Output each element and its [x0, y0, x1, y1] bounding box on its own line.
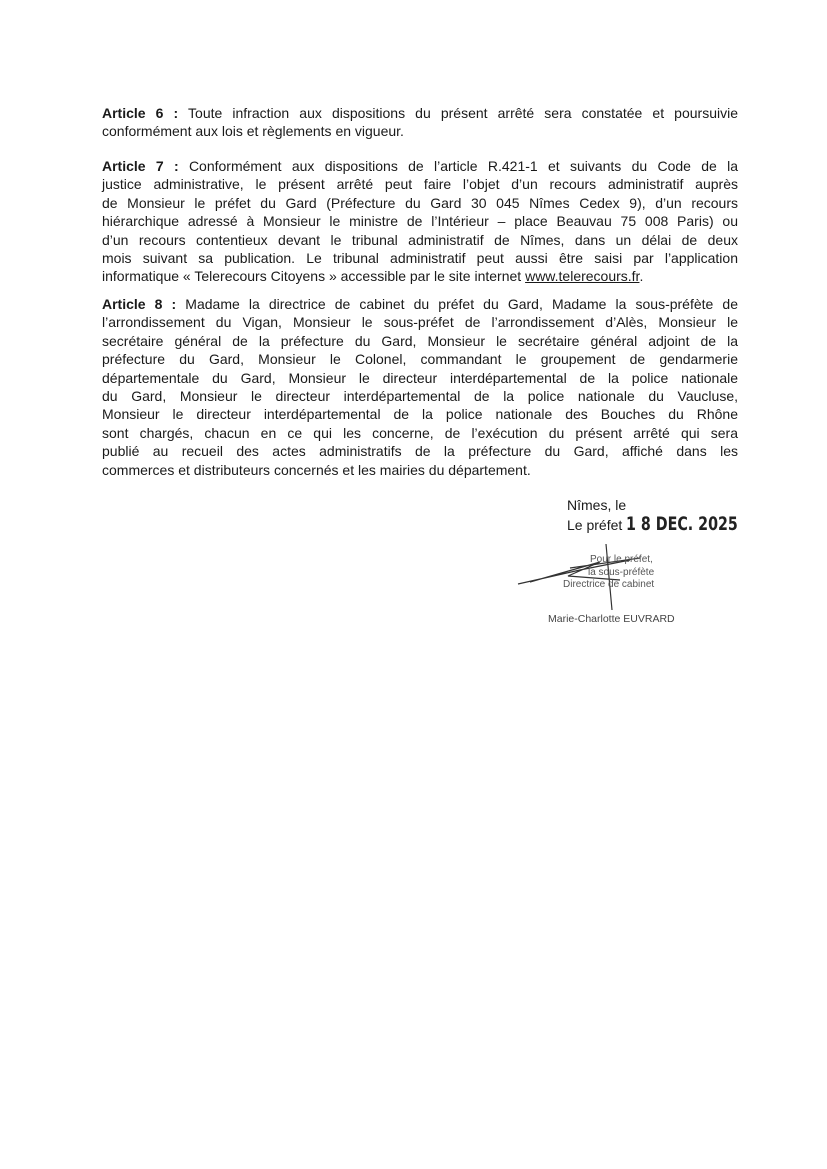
- date-stamp: 1 8 DEC. 2025: [626, 513, 738, 535]
- article-line: [102, 175, 738, 193]
- article-line: [102, 332, 738, 350]
- article-6: [102, 104, 738, 141]
- stamp-line-2: la sous-préfète: [588, 567, 655, 578]
- article-text: sont chargés, chacun en ce qui les concerne, de l’exécution du présent arrêté qui sera: [102, 424, 738, 441]
- article-line: [102, 231, 738, 249]
- article-line: [102, 295, 738, 313]
- article-line: [102, 194, 738, 212]
- telerecours-link[interactable]: www.telerecours.fr: [525, 268, 640, 285]
- article-line: [102, 405, 738, 423]
- article-7: [102, 157, 738, 286]
- link-suffix: .: [639, 268, 644, 285]
- article-text: Conformément aux dispositions de l’article R.421-1 et suivants du Code de la: [188, 158, 739, 174]
- article-line: [102, 104, 738, 122]
- article-text: Toute infraction aux dispositions du présent arrêté sera constatée et poursuivie: [188, 105, 738, 121]
- article-text: informatique « Telerecours Citoyens » accessible par le site internet: [102, 268, 522, 285]
- article-text: conformément aux lois et règlements en vigueur.: [102, 123, 404, 140]
- article-label: Article 8 :: [102, 296, 177, 312]
- article-text: d’un recours contentieux devant le tribunal administratif de Nîmes, dans un délai de deux: [102, 231, 738, 248]
- article-line: [102, 249, 738, 267]
- article-line: [102, 122, 738, 140]
- article-text: Monsieur le directeur interdépartemental de la police nationale des Bouches du Rhône: [102, 406, 738, 423]
- article-line: [102, 424, 738, 442]
- article-line: [102, 442, 738, 460]
- article-label: Article 7 :: [102, 158, 179, 174]
- article-text: commerces et distributeurs concernés et les mairies du département.: [102, 461, 531, 478]
- signature-title: Le préfet: [567, 517, 623, 533]
- article-text: de Monsieur le préfet du Gard (Préfecture du Gard 30 045 Nîmes Cedex 9), d’un recours: [102, 194, 738, 211]
- article-label: Article 6 :: [102, 105, 179, 121]
- article-line: [102, 369, 738, 387]
- stamp-line-3: Directrice de cabinet: [563, 579, 655, 590]
- article-line: [102, 267, 738, 285]
- article-line: [102, 157, 738, 175]
- signature-title-line: [567, 513, 775, 535]
- article-text: préfecture du Gard, Monsieur le Colonel, commandant le groupement de gendarmerie: [102, 351, 738, 368]
- signatory-name: Marie-Charlotte EUVRARD: [548, 613, 675, 625]
- article-text: l’arrondissement du Vigan, Monsieur le sous-préfet de l’arrondissement d’Alès, Monsieur le: [102, 314, 738, 331]
- article-line: [102, 387, 738, 405]
- signature-place: Nîmes, le: [567, 497, 627, 513]
- article-text: départementale du Gard, Monsieur le directeur interdépartemental de la police nationale: [102, 369, 738, 386]
- article-line: [102, 461, 738, 479]
- article-text: hiérarchique adressé à Monsieur le ministre de l’Intérieur – place Beauvau 75 008 Paris) ou: [102, 213, 738, 230]
- article-text: publié au recueil des actes administratifs de la préfecture du Gard, affiché dans les: [102, 443, 738, 460]
- stamp-line-1: Pour le préfet,: [590, 554, 653, 565]
- article-line: [102, 350, 738, 368]
- article-text: justice administrative, le présent arrêté peut faire l’objet d’un recours administratif auprès: [102, 176, 738, 193]
- article-line: [102, 212, 738, 230]
- article-line: [102, 313, 738, 331]
- article-text: du Gard, Monsieur le directeur interdépartemental de la police nationale du Vaucluse,: [102, 387, 738, 404]
- article-text: secrétaire général de la préfecture du Gard, Monsieur le secrétaire général adjoint de la: [102, 332, 738, 349]
- article-text: mois suivant sa publication. Le tribunal administratif peut aussi être saisi par l’application: [102, 249, 738, 266]
- article-8: [102, 295, 738, 479]
- article-text: Madame la directrice de cabinet du préfet du Gard, Madame la sous-préfète de: [185, 296, 738, 312]
